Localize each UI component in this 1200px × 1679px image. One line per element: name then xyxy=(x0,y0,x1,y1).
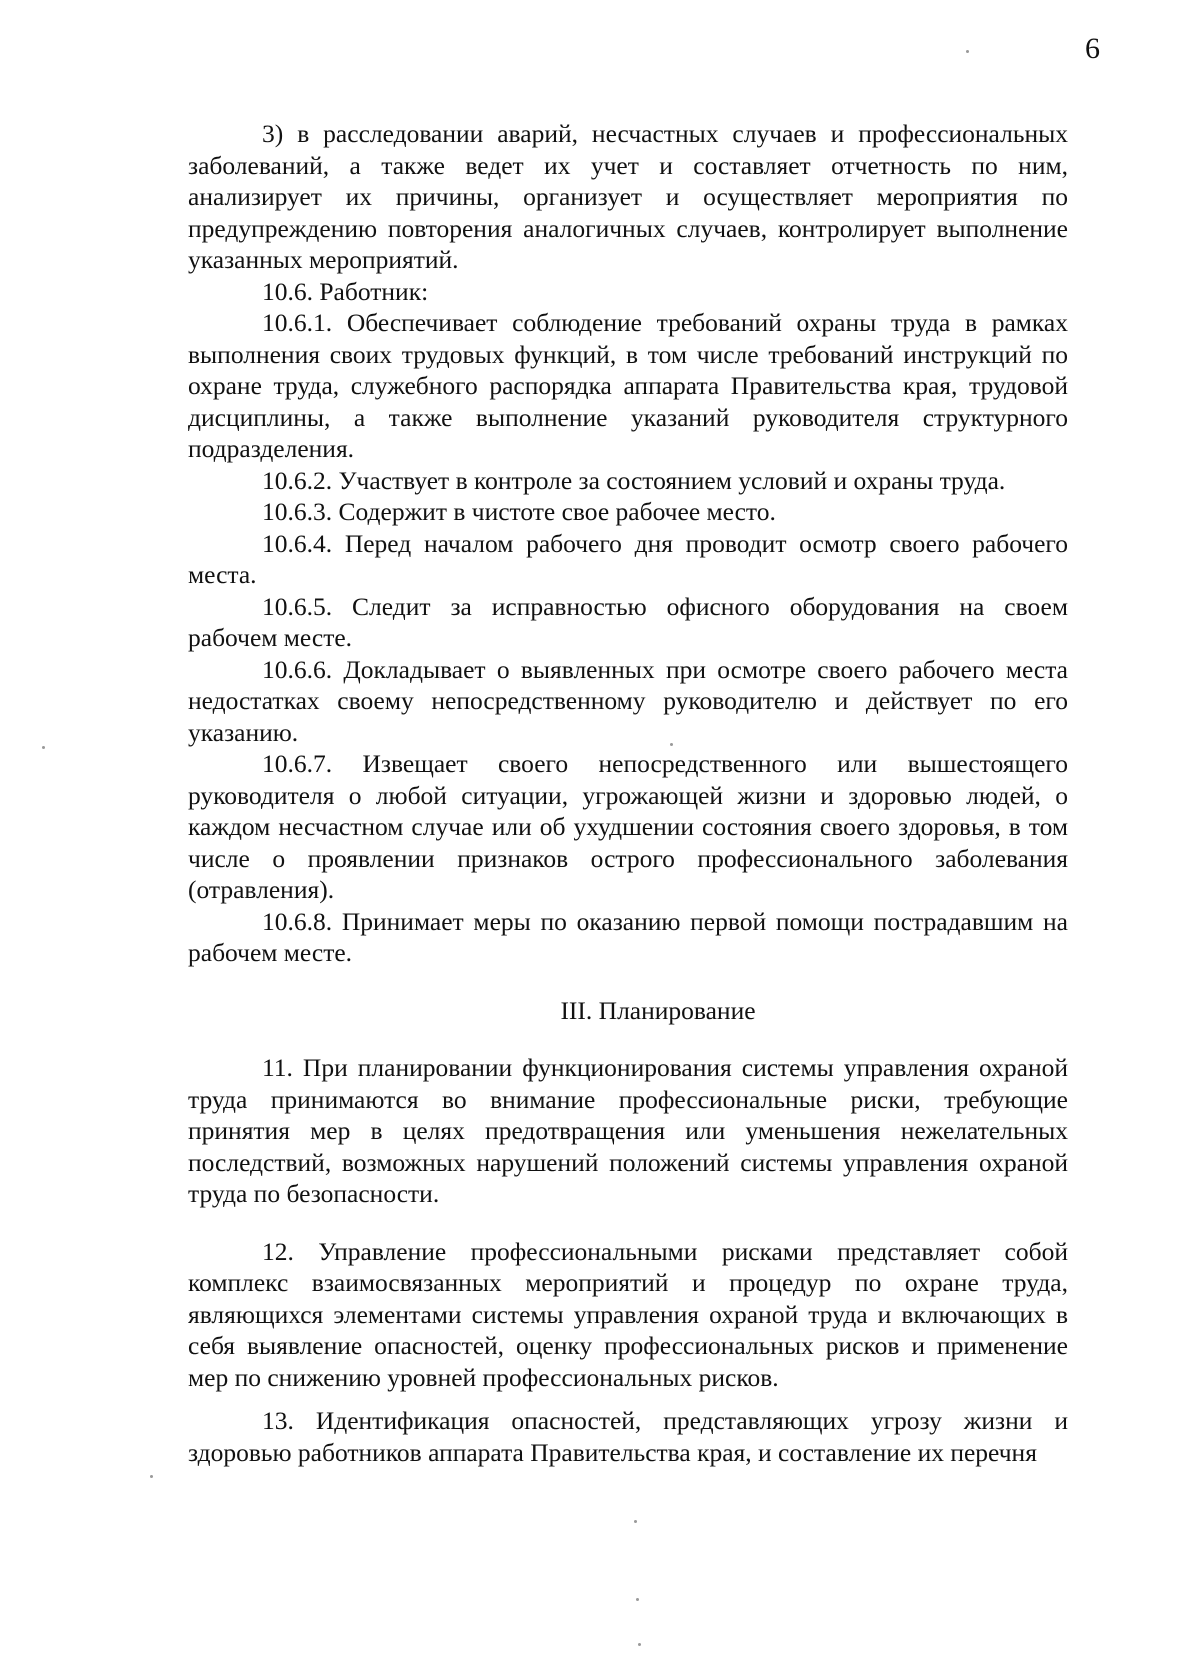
paragraph-12: 12. Управление профессиональными рисками представляет собой комплекс взаимосвязанных мероприятий и процедур по охране труда, являющихся элементами системы управления охраной труда и включающих в себя выявление опасностей, оценку профессиональных рисков и применение мер по снижению уровней профессиональных рисков. xyxy=(188,1236,1068,1392)
paragraph-13: 13. Идентификация опасностей, представляющих угрозу жизни и здоровью работников аппарата Правительства края, и составление их перечня xyxy=(188,1406,1068,1467)
paragraph-10-6-5: 10.6.5. Следит за исправностью офисного оборудования на своем рабочем месте. xyxy=(188,591,1068,652)
scan-speck xyxy=(42,746,45,749)
paragraph-10-6-8: 10.6.8. Принимает меры по оказанию первой помощи пострадавшим на рабочем месте. xyxy=(188,906,1068,967)
paragraph-10-6-6: 10.6.6. Докладывает о выявленных при осмотре своего рабочего места недостатках своему непосредственному руководителю и действует по его указанию. xyxy=(188,654,1068,747)
scan-speck xyxy=(634,1520,637,1523)
paragraph-10-6-7: 10.6.7. Извещает своего непосредственного или вышестоящего руководителя о любой ситуации, угрожающей жизни и здоровью людей, о каждом несчастном случае или об ухудшении состояния своего здоровья, в том числе о проявлении признаков острого профессионального заболевания (отравления). xyxy=(188,749,1068,904)
scan-speck xyxy=(636,1598,639,1601)
section-heading: III. Планирование xyxy=(560,995,756,1025)
paragraph-10-6-4: 10.6.4. Перед началом рабочего дня проводит осмотр своего рабочего места. xyxy=(188,528,1068,589)
scan-speck xyxy=(966,50,969,53)
paragraph-11: 11. При планировании функционирования системы управления охраной труда принимаются во внимание профессиональные риски, требующие принятия мер в целях предотвращения или уменьшения нежелательных последствий, возможных нарушений положений системы управления охраной труда по безопасности. xyxy=(188,1053,1068,1208)
paragraph-10-6: 10.6. Работник: xyxy=(262,276,429,306)
document-body xyxy=(188,118,1068,1468)
scan-speck xyxy=(638,1643,641,1646)
page-number: 6 xyxy=(1085,32,1100,65)
paragraph-10-6-2: 10.6.2. Участвует в контроле за состоянием условий и охраны труда. xyxy=(262,465,1006,495)
paragraph-item-3: 3) в расследовании аварий, несчастных случаев и профессиональных заболеваний, а также ведет их учет и составляет отчетность по ним, анализирует их причины, организует и осуществляет мероприятия по предупреждению повторения аналогичных случаев, контролирует выполнение указанных мероприятий. xyxy=(188,119,1068,274)
paragraph-10-6-3: 10.6.3. Содержит в чистоте свое рабочее место. xyxy=(262,497,776,526)
paragraph-10-6-1: 10.6.1. Обеспечивает соблюдение требований охраны труда в рамках выполнения своих трудовых функций, в том числе требований инструкций по охране труда, служебного распорядка аппарата Правительства края, трудовой дисциплины, а также выполнение указаний руководителя структурного подразделения. xyxy=(188,308,1068,463)
scan-speck xyxy=(150,1475,153,1478)
scan-speck xyxy=(670,743,673,746)
